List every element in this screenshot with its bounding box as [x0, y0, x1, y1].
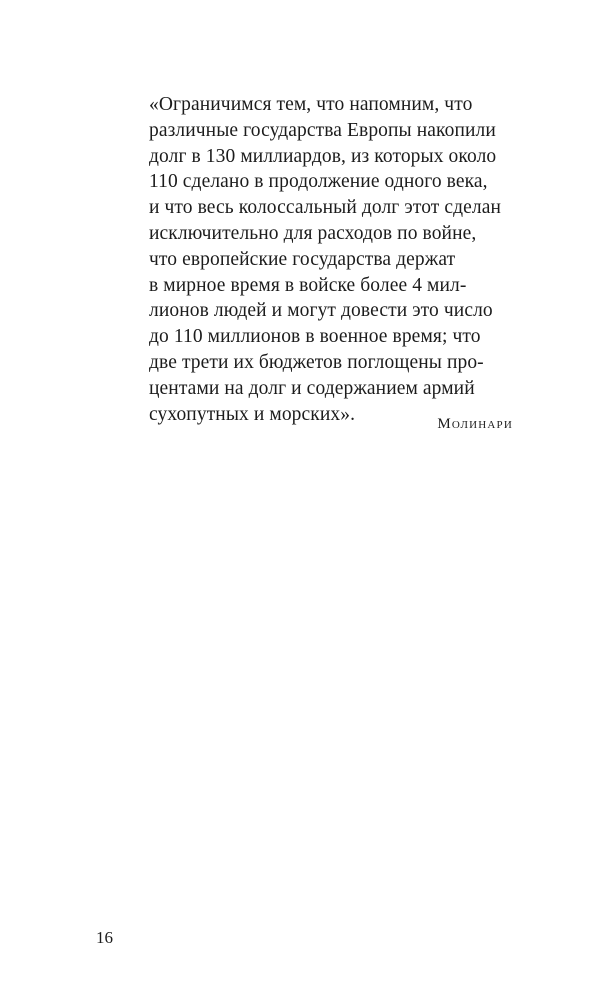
page-number: 16: [96, 928, 113, 947]
quote-line: сухопутных и морских».: [149, 403, 356, 425]
quote-line: до 110 миллионов в военное время; что: [149, 326, 481, 348]
quote-line: «Ограничимся тем, что напомним, что: [149, 94, 473, 115]
quote-line: различные государства Европы накопили: [149, 119, 496, 141]
epigraph-attribution: Молинари: [437, 416, 513, 432]
quote-line: долг в 130 миллиардов, из которых около: [149, 145, 497, 167]
quote-line: и что весь колоссальный долг этот сделан: [149, 197, 502, 219]
quote-line: две трети их бюджетов поглощены про-: [149, 351, 484, 373]
quote-line: что европейские государства держат: [149, 248, 456, 270]
quote-line: лионов людей и могут довести это число: [149, 300, 493, 322]
quote-line: в мирное время в войске более 4 мил-: [149, 274, 467, 296]
quote-line: исключительно для расходов по войне,: [149, 222, 477, 244]
epigraph-quote: [149, 92, 519, 427]
quote-line: центами на долг и содержанием армий: [149, 377, 475, 399]
quote-line: 110 сделано в продолжение одного века,: [149, 171, 488, 193]
